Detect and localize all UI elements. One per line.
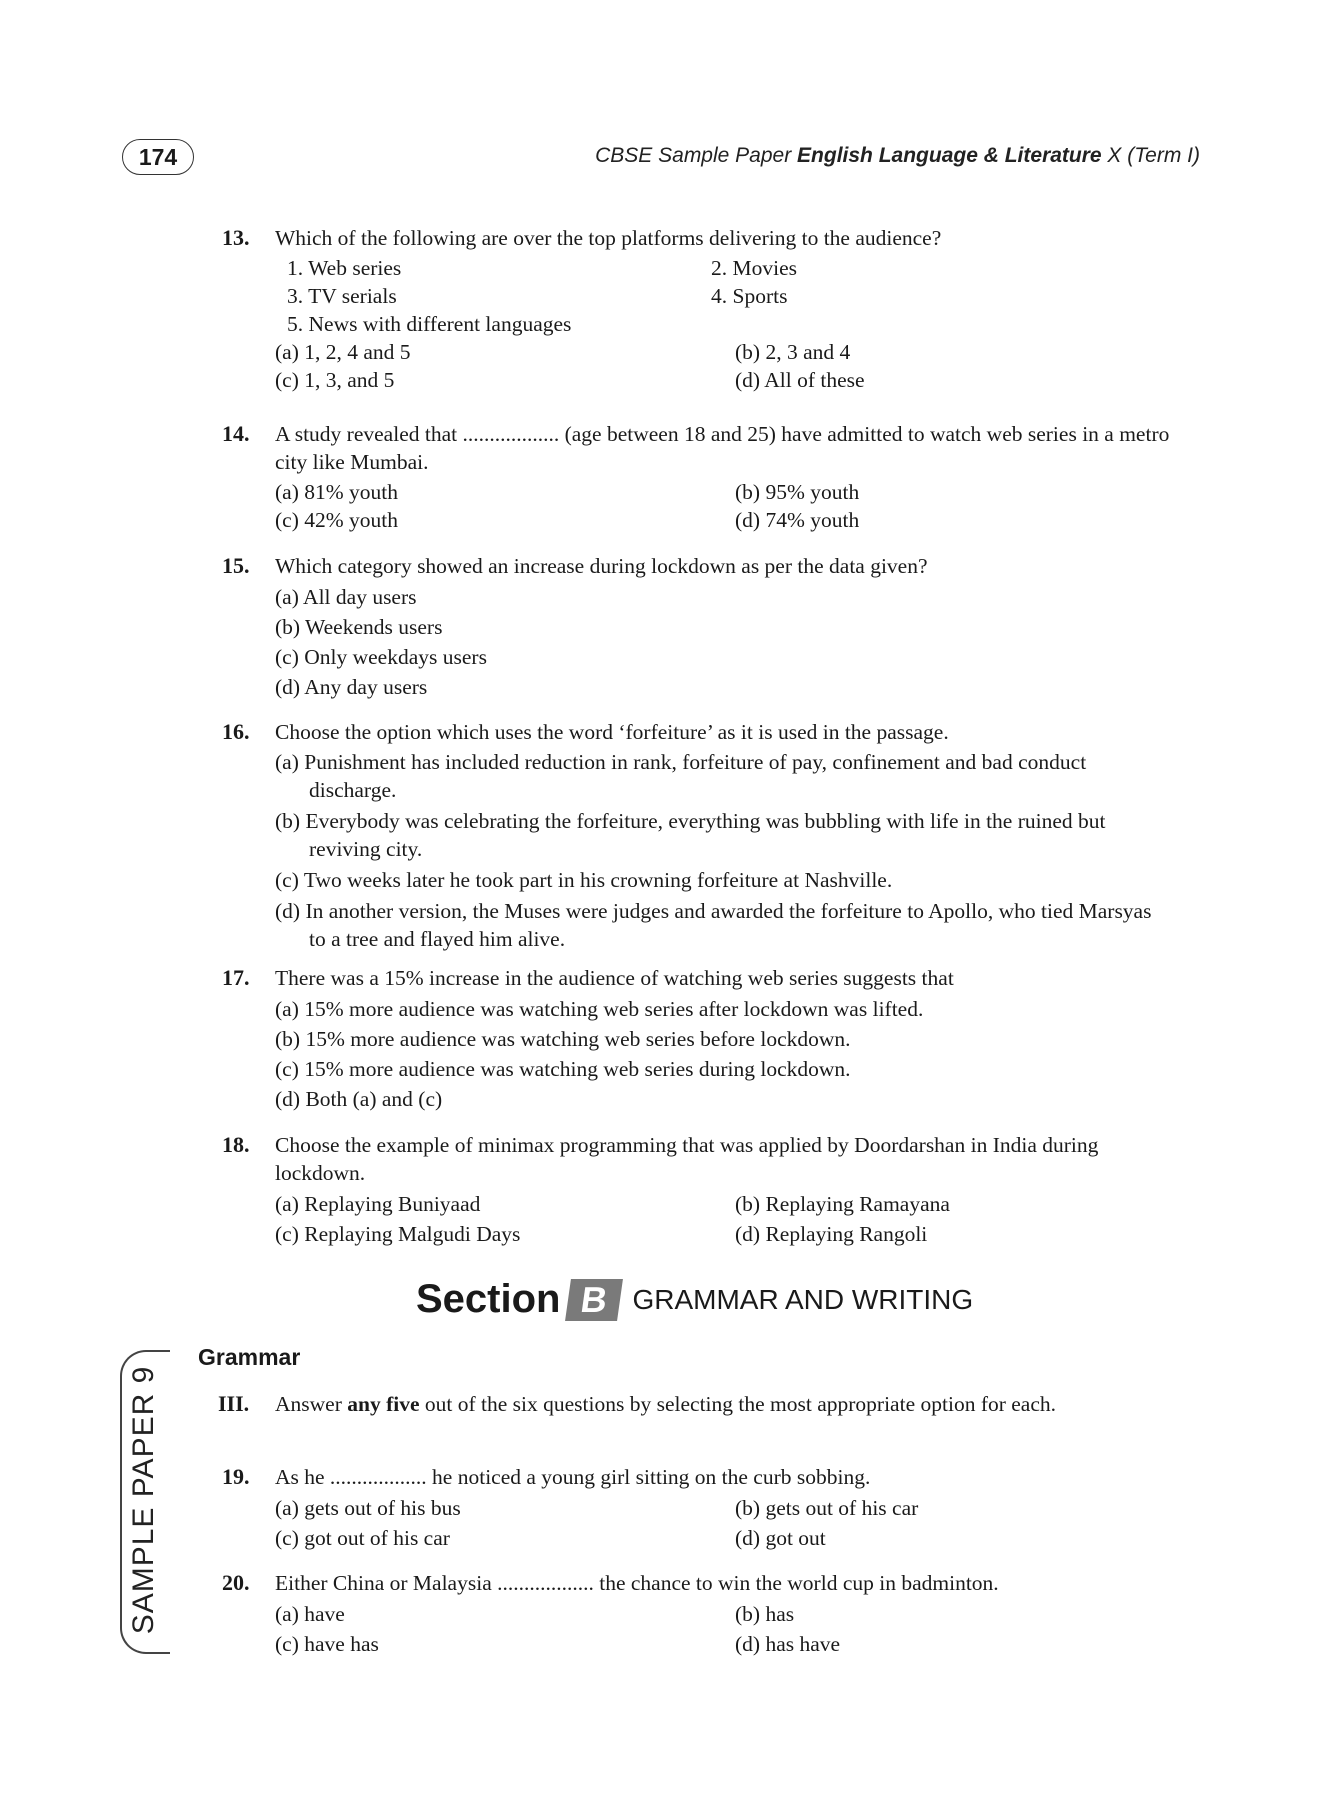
question-16: [222, 718, 1182, 953]
option-c[interactable]: (c) got out of his car: [275, 1526, 450, 1550]
section-letter-badge: B: [566, 1279, 624, 1321]
grammar-heading: Grammar: [198, 1344, 301, 1370]
instruction-text: [275, 1390, 1182, 1418]
option-b[interactable]: (b) 15% more audience was watching web series before lockdown.: [275, 1027, 851, 1051]
option-d[interactable]: (d) Replaying Rangoli: [735, 1222, 928, 1246]
question-text: A study revealed that .................. (age between 18 and 25) have admitted to watch web series in a metro city like Mumbai.: [275, 422, 1170, 474]
list-item: 2. Movies: [711, 256, 797, 280]
option-a[interactable]: (a) gets out of his bus: [275, 1496, 461, 1520]
option-b[interactable]: (b) gets out of his car: [735, 1496, 919, 1520]
option-a[interactable]: (a) 15% more audience was watching web series after lockdown was lifted.: [275, 997, 924, 1021]
option-d[interactable]: (d) 74% youth: [735, 508, 860, 532]
question-number: 19.: [222, 1464, 250, 1489]
header-title-suffix: X (Term I): [1101, 144, 1200, 167]
option-c[interactable]: (c) have has: [275, 1632, 379, 1656]
question-number: 16.: [222, 719, 250, 744]
option-b[interactable]: (b) 2, 3 and 4: [735, 340, 851, 364]
option-c[interactable]: (c) Replaying Malgudi Days: [275, 1222, 521, 1246]
section-word: Section: [416, 1277, 561, 1321]
option-d[interactable]: (d) got out: [735, 1526, 826, 1550]
question-number: 18.: [222, 1132, 250, 1157]
section-title: GRAMMAR AND WRITING: [632, 1283, 974, 1315]
header-title-prefix: CBSE Sample Paper: [595, 144, 798, 167]
question-text: Either China or Malaysia .................. the chance to win the world cup in badminton.: [275, 1571, 999, 1595]
option-a[interactable]: (a) Punishment has included reduction in rank, forfeiture of pay, confinement and bad conduct discharge.: [275, 750, 1087, 802]
option-c[interactable]: (c) 42% youth: [275, 508, 398, 532]
option-a[interactable]: (a) 1, 2, 4 and 5: [275, 340, 411, 364]
option-a[interactable]: (a) Replaying Buniyaad: [275, 1192, 481, 1216]
question-number: 17.: [222, 965, 250, 990]
option-a[interactable]: (a) All day users: [275, 585, 417, 609]
option-d[interactable]: (d) Both (a) and (c): [275, 1087, 443, 1111]
question-number: 14.: [222, 421, 250, 446]
option-b[interactable]: (b) 95% youth: [735, 480, 860, 504]
option-a[interactable]: (a) have: [275, 1602, 345, 1626]
side-tab-label: SAMPLE PAPER 9: [127, 1365, 160, 1635]
question-text: There was a 15% increase in the audience of watching web series suggests that: [275, 966, 954, 990]
option-d[interactable]: (d) has have: [735, 1632, 841, 1656]
instruction-number: III.: [218, 1391, 250, 1416]
question-text: Choose the example of minimax programming that was applied by Doordarshan in India during lockdown.: [275, 1133, 1099, 1185]
option-a[interactable]: (a) 81% youth: [275, 480, 398, 504]
section-heading: [416, 1277, 973, 1322]
question-text: Which of the following are over the top platforms delivering to the audience?: [275, 226, 942, 250]
page-number: 174: [122, 139, 194, 175]
option-c[interactable]: (c) 1, 3, and 5: [275, 368, 395, 392]
list-item: 4. Sports: [711, 284, 788, 308]
option-d[interactable]: (d) All of these: [735, 368, 865, 392]
question-text: Which category showed an increase during lockdown as per the data given?: [275, 554, 928, 578]
running-header: [595, 144, 1200, 168]
instruction-pre: Answer: [275, 1392, 348, 1416]
option-b[interactable]: (b) Weekends users: [275, 615, 443, 639]
option-b[interactable]: (b) Replaying Ramayana: [735, 1192, 950, 1216]
list-item: 1. Web series: [287, 256, 402, 280]
question-text: As he .................. he noticed a young girl sitting on the curb sobbing.: [275, 1465, 871, 1489]
question-17: [222, 964, 1182, 1114]
question-number: 13.: [222, 225, 250, 250]
option-b[interactable]: (b) has: [735, 1602, 795, 1626]
header-title-bold: English Language & Literature: [797, 144, 1102, 167]
instruction-block: [218, 1390, 1182, 1418]
question-text: Choose the option which uses the word ‘forfeiture’ as it is used in the passage.: [275, 720, 949, 744]
question-13: [222, 224, 1182, 394]
question-number: 15.: [222, 553, 250, 578]
list-item: 3. TV serials: [287, 284, 397, 308]
option-c[interactable]: (c) Only weekdays users: [275, 645, 487, 669]
question-20: [222, 1569, 1182, 1659]
option-d[interactable]: (d) Any day users: [275, 675, 428, 699]
question-18: [222, 1131, 1182, 1249]
option-d[interactable]: (d) In another version, the Muses were judges and awarded the forfeiture to Apollo, who tied Marsyas to a tree and flayed him alive.: [275, 899, 1152, 951]
question-14: [222, 420, 1182, 534]
instruction-post: out of the six questions by selecting the most appropriate option for each.: [419, 1392, 1057, 1416]
question-number: 20.: [222, 1570, 250, 1595]
list-item: 5. News with different languages: [287, 312, 572, 336]
instruction-bold: any five: [347, 1392, 420, 1416]
option-c[interactable]: (c) 15% more audience was watching web series during lockdown.: [275, 1057, 851, 1081]
question-19: [222, 1463, 1182, 1553]
option-b[interactable]: (b) Everybody was celebrating the forfeiture, everything was bubbling with life in the ruined but reviving city.: [275, 809, 1106, 861]
question-15: [222, 552, 1182, 702]
option-c[interactable]: (c) Two weeks later he took part in his crowning forfeiture at Nashville.: [275, 868, 893, 892]
